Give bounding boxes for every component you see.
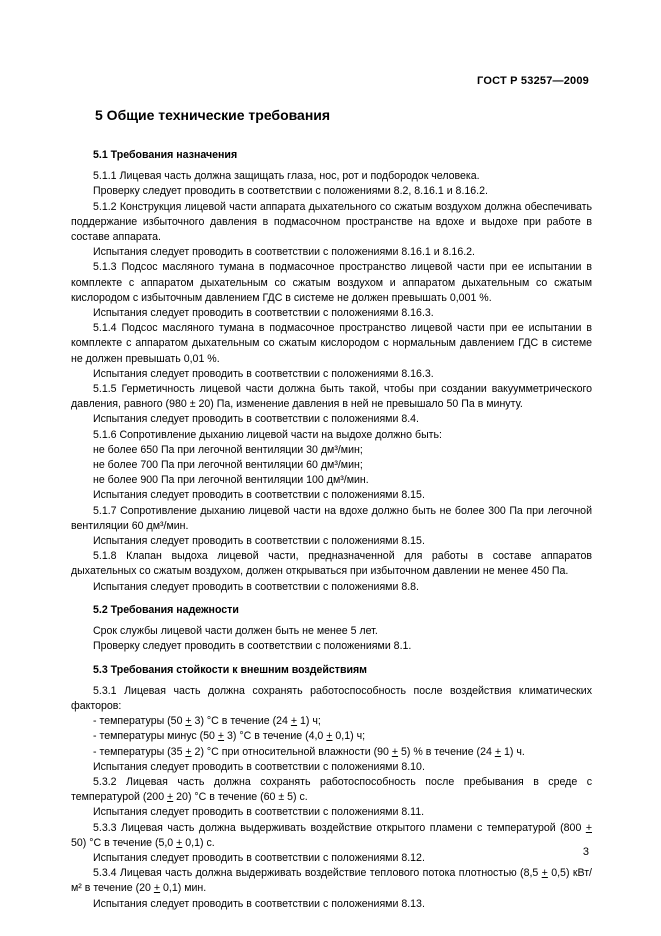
document-standard-id: ГОСТ Р 53257—2009 (477, 75, 589, 87)
paragraph: Испытания следует проводить в соответствии с положениями 8.12. (93, 851, 425, 864)
paragraph: Испытания следует проводить в соответствии с положениями 8.10. (93, 760, 425, 773)
list-item: - температуры минус (50 + 3) °С в течение (4,0 + 0,1) ч; (93, 730, 366, 743)
paragraph: 5.1.6 Сопротивление дыханию лицевой части на выдохе должно быть: (93, 428, 442, 441)
paragraph: 5.3.1 Лицевая часть должна сохранять работоспособность после воздействия климатических факторов: (71, 684, 592, 712)
paragraph: Испытания следует проводить в соответствии с положениями 8.16.1 и 8.16.2. (93, 246, 475, 259)
list-item: не более 650 Па при легочной вентиляции 30 дм³/мин; (93, 443, 363, 456)
paragraph: Испытания следует проводить в соответствии с положениями 8.16.3. (93, 367, 434, 380)
paragraph: 5.1.2 Конструкция лицевой части аппарата дыхательного со сжатым воздухом должна обеспечивать поддержание избыточного давления в подмасочном пространстве на вдохе и выдохе при работе в составе аппарата. (71, 200, 592, 244)
paragraph: Испытания следует проводить в соответствии с положениями 8.13. (93, 897, 425, 910)
page-number: 3 (582, 846, 589, 858)
paragraph: 5.3.3 Лицевая часть должна выдерживать воздействие открытого пламени с температурой (800 + 50) °С в течение (5,0 + 0,1) с. (71, 821, 592, 849)
list-item: - температуры (35 + 2) °С при относительной влажности (90 + 5) % в течение (24 + 1) ч. (93, 745, 525, 758)
document-body (71, 148, 592, 912)
paragraph: Испытания следует проводить в соответствии с положениями 8.8. (93, 580, 419, 593)
paragraph: Проверку следует проводить в соответствии с положениями 8.2, 8.16.1 и 8.16.2. (93, 185, 488, 198)
list-item: - температуры (50 + 3) °С в течение (24 + 1) ч; (93, 715, 321, 728)
list-item: не более 900 Па при легочной вентиляции 100 дм³/мин. (93, 474, 369, 487)
section-title: 5 Общие технические требования (95, 107, 331, 123)
subsection-title-5-1: 5.1 Требования назначения (93, 149, 238, 161)
list-item: не более 700 Па при легочной вентиляции 60 дм³/мин; (93, 459, 363, 472)
paragraph: 5.1.7 Сопротивление дыханию лицевой части на вдохе должно быть не более 300 Па при легочной вентиляции 60 дм³/мин. (71, 504, 592, 532)
paragraph: 5.1.3 Подсос масляного тумана в подмасочное пространство лицевой части при ее испытании в комплекте с аппаратом дыхательным со сжатым воздухом и аппаратом дыхательным со сжатым кислородом с избыточным давлением ГДС в системе не должен превышать 0,001 %. (71, 261, 592, 304)
paragraph: Испытания следует проводить в соответствии с положениями 8.16.3. (93, 307, 434, 320)
paragraph: Испытания следует проводить в соответствии с положениями 8.15. (93, 489, 425, 502)
paragraph: Проверку следует проводить в соответствии с положениями 8.1. (93, 640, 412, 653)
paragraph: 5.1.8 Клапан выдоха лицевой части, предназначенной для работы в составе аппаратов дыхательных со сжатым воздухом, должен открываться при избыточном давлении не менее 450 Па. (71, 550, 592, 578)
paragraph: 5.3.2 Лицевая часть должна сохранять работоспособность после пребывания в среде с температурой (200 + 20) °С в течение (60 ± 5) с. (71, 775, 592, 804)
paragraph: 5.1.5 Герметичность лицевой части должна быть такой, чтобы при создании вакуумметрического давления, равного (980 ± 20) Па, изменение давления в ней не превышало 50 Па в минуту. (71, 383, 592, 411)
paragraph: 5.3.4 Лицевая часть должна выдерживать воздействие теплового потока плотностью (8,5 + 0,5) кВт/м² в течение (20 + 0,1) мин. (71, 867, 592, 895)
paragraph: 5.1.4 Подсос масляного тумана в подмасочное пространство лицевой части при ее испытании в комплекте с аппаратом дыхательным со сжатым кислородом с нормальным давлением ГДС в системе не должен превышать 0,01 %. (71, 322, 592, 365)
paragraph: 5.1.1 Лицевая часть должна защищать глаза, нос, рот и подбородок человека. (93, 170, 480, 183)
subsection-title-5-3: 5.3 Требования стойкости к внешним воздействиям (93, 663, 368, 676)
paragraph: Срок службы лицевой части должен быть не менее 5 лет. (93, 625, 378, 638)
paragraph: Испытания следует проводить в соответствии с положениями 8.11. (93, 806, 425, 819)
paragraph: Испытания следует проводить в соответствии с положениями 8.4. (93, 413, 419, 426)
subsection-title-5-2: 5.2 Требования надежности (93, 603, 239, 616)
paragraph: Испытания следует проводить в соответствии с положениями 8.15. (93, 535, 425, 548)
